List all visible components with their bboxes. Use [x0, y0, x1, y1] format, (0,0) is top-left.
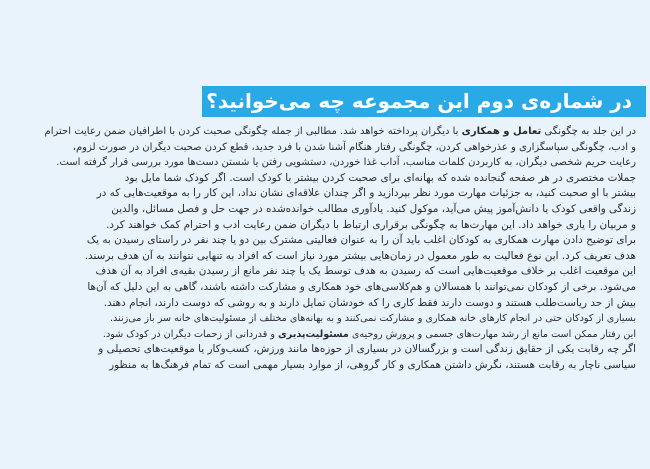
paragraph-3-line-2: هدف تعریف کرد. این نوع فعالیت به طور معمول در زمان‌هایی بیشتر مورد نیاز است که افراد به تنهایی نتوانند به آن هدف برسند. [84, 249, 636, 262]
paragraph-3-line-4: می‌شود. برخی از کودکان نمی‌توانند با همسالان و هم‌کلاسی‌های خود همکاری و مشارکت داشته باشند، گاهی به این دلیل که آن‌ها [87, 280, 636, 293]
paragraph-1-line-2: و ادب، چگونگی سپاسگزاری و عذرخواهی کردن، چگونگی رفتار هنگام آشنا شدن با فرد جدید، قطع کردن صحبت دیگران در صورت لزوم، [72, 141, 636, 153]
paragraph-3-line-1: برای توضیح دادن مهارت همکاری به کودکان اغلب باید آن را به عنوان فعالیتی مشترک بین دو یا چند نفر در راستای رسیدن به یک [86, 234, 636, 247]
paragraph-1-line-1 [16, 124, 636, 140]
paragraph-2-line-3: زندگی واقعی کودک یا دانش‌آموز پیش می‌آید، موکول کنید. یادآوری مطالب خوانده‌شده در جهت حل و فصل مسائل، والدین [111, 202, 636, 215]
paragraph-4-line-4: سیاسی ناچار به رقابت هستند، نگرش داشتن همکاری و کار گروهی، از موارد بسیار مهمی است که تمام فرهنگ‌ها به منظور [109, 358, 636, 371]
paragraph-4-line-3: اگر چه رقابت یکی از حقایق زندگی است و بزرگسالان در بسیاری از حوزه‌ها مانند ورزش، کسب‌وکار یا موقعیت‌های تحصیلی و [98, 343, 636, 356]
paragraph-3-line-5: بیش از حد ریاست‌طلب هستند و دوست دارند فقط کاری را که خودشان تمایل دارند و به روشی که دوست دارند، انجام دهند. [103, 296, 636, 309]
bold-term-cooperation: تعامل و همکاری [461, 126, 542, 137]
paragraph-4-line-1: بسیاری از کودکان حتی در انجام کارهای خانه همکاری و مشارکت نمی‌کنند و به بهانه‌های مختلف از مسئولیت‌های خانه سر باز می‌زنند. [109, 313, 636, 325]
paragraph-1-line-3: رعایت حریم شخصی دیگران، به کاربردن کلمات مناسب، آداب غذا خوردن، دستشویی رفتن یا شستن دست‌ها مورد بررسی قرار گرفته است. [56, 157, 636, 169]
text-run: با دیگران پرداخته خواهد شد. مطالبی از جمله چگونگی صحبت کردن با اطرافیان ضمن رعایت احترام [44, 126, 462, 137]
bold-term-responsibility: مسئولیت‌پذیری [278, 328, 349, 340]
text-run: این رفتار ممکن است مانع از رشد مهارت‌های جسمی و پرورش روحیه‌ی [348, 328, 636, 340]
text-run: و قدردانی از زحمات دیگران در کودک شود. [102, 328, 279, 340]
text-run: در این جلد به چگونگی [541, 126, 636, 137]
heading-bar [202, 86, 646, 117]
paragraph-2-line-2: بیشتر با او صحبت کنید، به جزئیات مهارت مورد نظر بپردازید و اگر چندان علاقه‌ای نشان نداد، این کار را به موقعیت‌هایی که در [96, 187, 636, 200]
paragraph-2-line-4: و مربیان را یاری خواهد داد. این مهارت‌ها به چگونگی برقراری ارتباط با دیگران ضمن رعایت ادب و احترام کمک خواهند کرد. [106, 218, 636, 231]
paragraph-3-line-3: این موقعیت اغلب بر خلاف موقعیت‌هایی است که رسیدن به هدف توسط یک یا چند نفر مانع از رسیدن بقیه‌ی افراد به آن هدف [95, 265, 636, 278]
paragraph-2-line-1: جملات مختصری در هر صفحه گنجانده شده که بهانه‌ای برای صحبت کردن بیشتر با کودک است. اگر کودک شما مایل بود [124, 171, 636, 184]
body-text [16, 124, 636, 374]
paragraph-4-line-2 [16, 327, 636, 343]
page-heading: در شماره‌ی دوم این مجموعه چه می‌خوانید؟ [206, 89, 632, 113]
